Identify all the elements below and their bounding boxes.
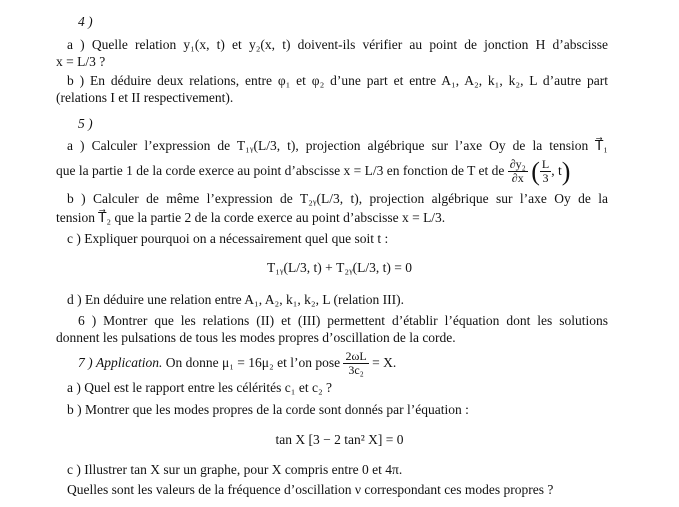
question-6-line1: 6 ) Montrer que les relations (II) et (III) permettent d’établir l’équation dont les solutions	[78, 313, 608, 328]
equation-tension-sum: T₁ᵧ(L/3, t) + T₂ᵧ(L/3, t) = 0	[266, 260, 413, 275]
fraction-denominator: 3	[542, 171, 549, 186]
fraction-denominator: 3c₂	[348, 363, 364, 378]
partial-derivative-fraction	[508, 158, 528, 185]
equation-modes: tan X [3 − 2 tan² X] = 0	[275, 432, 404, 447]
fraction-numerator: L	[541, 157, 550, 172]
question-5-number: 5 )	[78, 116, 93, 131]
question-5a-line2-text: que la partie 1 de la corde exerce au point d’abscisse x = L/3 en fonction de T et de	[56, 163, 505, 178]
question-7a: a ) Quel est le rapport entre les célérités c₁ et c₂ ?	[67, 380, 333, 395]
application-label: Application.	[96, 355, 163, 370]
question-7b: b ) Montrer que les modes propres de la corde sont donnés par l’équation :	[67, 402, 469, 417]
fraction-numerator: 2ωL	[345, 349, 367, 364]
question-6-line2: donnent les pulsations de tous les modes propres d’oscillation de la corde.	[56, 330, 456, 345]
question-4-number: 4 )	[78, 14, 93, 29]
question-5a-line1: a ) Calculer l’expression de T₁ᵧ(L/3, t), projection algébrique sur l’axe Oy de la tension T⃗₁	[67, 138, 608, 153]
question-7-number: 7 )	[78, 355, 93, 370]
question-7-intro-text: On donne μ₁ = 16μ₂ et l’on pose	[165, 355, 341, 370]
question-5d: d ) En déduire une relation entre A₁, A₂, k₁, k₂, L (relation III).	[67, 292, 404, 307]
question-7-intro-tail: = X.	[372, 355, 397, 370]
argument-fraction	[540, 158, 551, 185]
question-7c: c ) Illustrer tan X sur un graphe, pour X compris entre 0 et 4π.	[67, 462, 403, 477]
question-4a-line2: x = L/3 ?	[56, 54, 106, 69]
question-4a-line1: a ) Quelle relation y₁(x, t) et y₂(x, t) doivent-ils vérifier au point de jonction H d’abscisse	[67, 37, 608, 52]
argument-tail: , t	[551, 163, 562, 178]
x-definition-fraction	[343, 350, 368, 377]
question-5b-line1: b ) Calculer de même l’expression de T₂ᵧ(L/3, t), projection algébrique sur l’axe Oy de la	[67, 191, 608, 206]
question-7-final: Quelles sont les valeurs de la fréquence d’oscillation ν correspondant ces modes propres ?	[67, 482, 554, 497]
question-5a-line2: que la partie 1 de la corde exerce au point d’abscisse x = L/3 en fonction de T et de $\frac{\text{∂y₂}}{\partial x}$ ( $\frac{L}{3}$ , t)	[56, 156, 571, 186]
question-7-intro	[78, 348, 396, 378]
question-5b-line2: tension T⃗₂ que la partie 2 de la corde exerce au point d’abscisse x = L/3.	[56, 210, 446, 225]
question-4b-line1: b ) En déduire deux relations, entre φ₁ et φ₂ d’une part et entre A₁, A₂, k₁, k₂, L d’autre part	[67, 73, 608, 88]
fraction-numerator: ∂y₂	[509, 157, 526, 172]
fraction-denominator: ∂x	[511, 171, 524, 186]
question-4b-line2: (relations I et II respectivement).	[56, 90, 234, 105]
question-5c: c ) Expliquer pourquoi on a nécessairement quel que soit t :	[67, 231, 389, 246]
